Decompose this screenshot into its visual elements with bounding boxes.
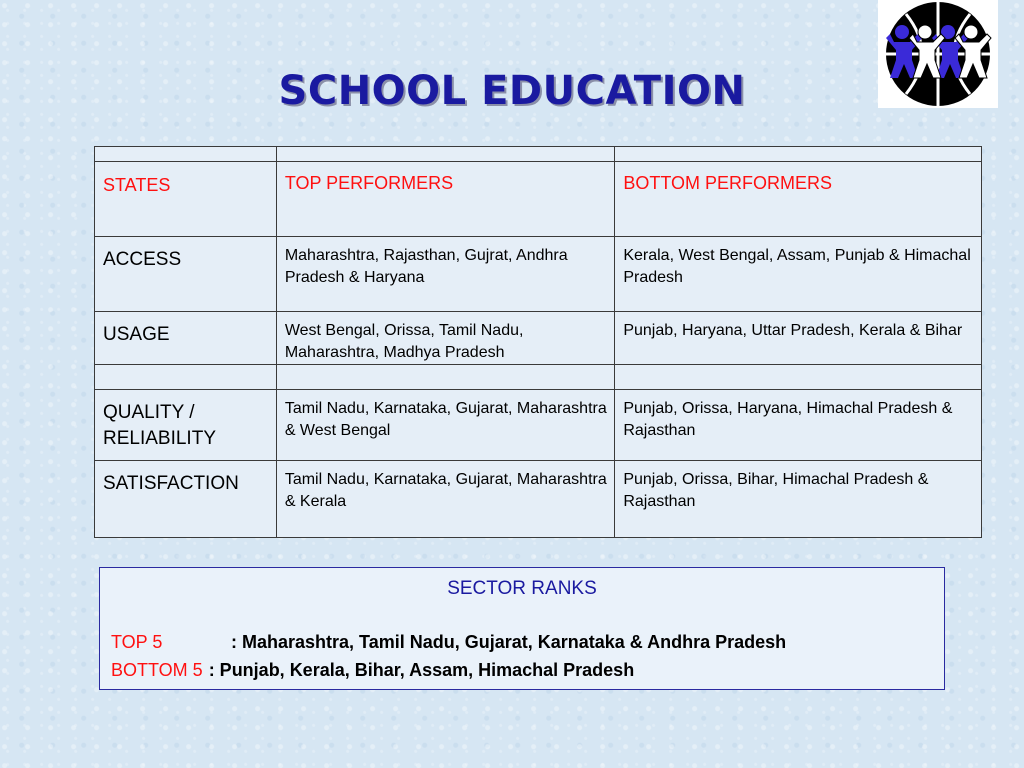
row-bottom-cell: Punjab, Haryana, Uttar Pradesh, Kerala & Bihar <box>615 312 982 365</box>
top5-label: TOP 5 <box>111 632 163 652</box>
logo <box>878 0 998 108</box>
row-state-label: USAGE <box>103 324 170 345</box>
table-row <box>95 312 982 365</box>
row-state-label: QUALITY / <box>103 402 195 423</box>
table-row <box>95 237 982 312</box>
row-state-label: SATISFACTION <box>103 473 239 494</box>
row-state-cell <box>95 312 277 365</box>
row-state-label: ACCESS <box>103 249 182 270</box>
header-states: STATES <box>95 162 277 237</box>
sector-ranks-title: SECTOR RANKS <box>447 578 597 599</box>
table-spacer-row <box>95 147 982 162</box>
row-state-cell <box>95 461 277 538</box>
table-row <box>95 390 982 461</box>
row-top-cell: Tamil Nadu, Karnataka, Gujarat, Maharashtra & West Bengal <box>276 390 615 461</box>
row-bottom-cell: Punjab, Orissa, Bihar, Himachal Pradesh & Rajasthan <box>615 461 982 538</box>
sector-ranks-box <box>99 567 945 690</box>
header-bottom-performers: BOTTOM PERFORMERS <box>615 162 982 237</box>
row-top-cell: Tamil Nadu, Karnataka, Gujarat, Maharashtra & Kerala <box>276 461 615 538</box>
row-top-cell: West Bengal, Orissa, Tamil Nadu, Maharashtra, Madhya Pradesh <box>276 312 615 365</box>
page-title: SCHOOL EDUCATION <box>278 68 746 114</box>
bottom5-line <box>111 660 634 681</box>
row-state-cell <box>95 390 277 461</box>
table-spacer-row <box>95 365 982 390</box>
globe-people-logo-icon <box>878 0 998 108</box>
bottom5-label: BOTTOM 5 <box>111 660 203 680</box>
row-top-cell: Maharashtra, Rajasthan, Gujrat, Andhra Pradesh & Haryana <box>276 237 615 312</box>
top5-line <box>111 632 786 653</box>
top5-value: : Maharashtra, Tamil Nadu, Gujarat, Karnataka & Andhra Pradesh <box>231 632 787 652</box>
table-header-row <box>95 162 982 237</box>
bottom5-value: : Punjab, Kerala, Bihar, Assam, Himachal Pradesh <box>208 660 635 680</box>
header-top-performers: TOP PERFORMERS <box>276 162 615 237</box>
row-state-label-line2: RELIABILITY <box>103 428 216 449</box>
table-row <box>95 461 982 538</box>
row-state-cell <box>95 237 277 312</box>
row-bottom-cell: Punjab, Orissa, Haryana, Himachal Pradesh & Rajasthan <box>615 390 982 461</box>
performance-table <box>94 146 982 538</box>
row-bottom-cell: Kerala, West Bengal, Assam, Punjab & Himachal Pradesh <box>615 237 982 312</box>
